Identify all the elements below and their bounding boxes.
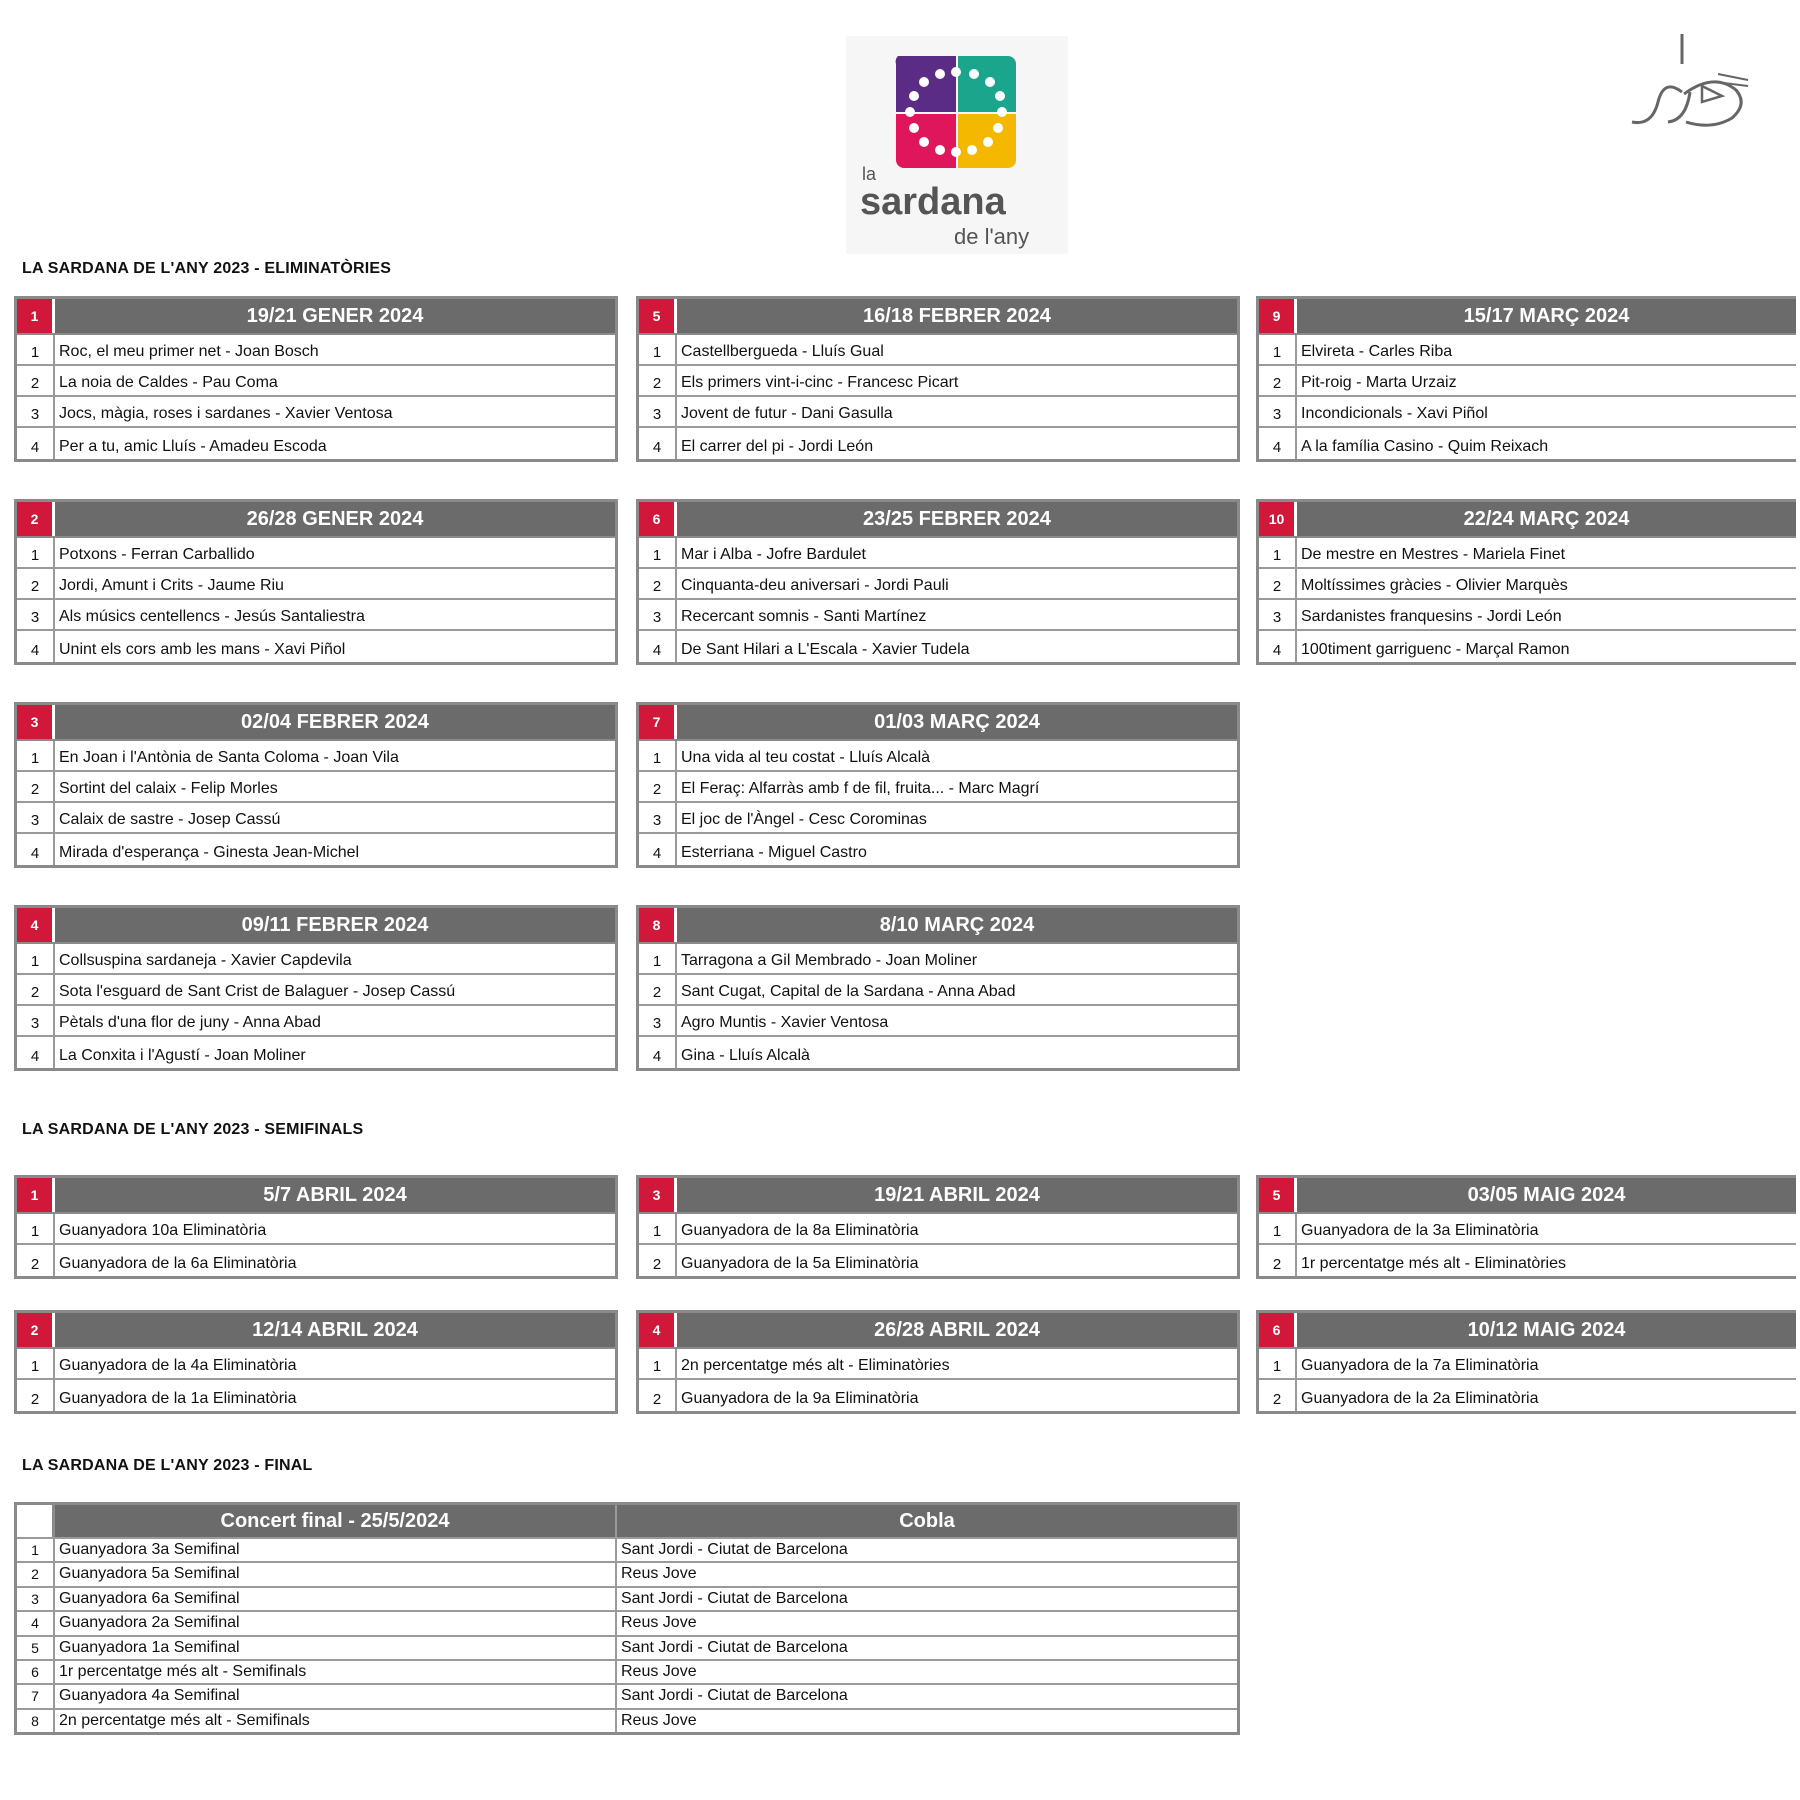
table-row [17,335,615,366]
row-number: 2 [17,772,55,801]
card-date: 26/28 ABRIL 2024 [874,1319,1040,1341]
row-entry-text: Guanyadora de la 7a Eliminatòria [1301,1357,1539,1374]
row-number: 2 [17,569,55,598]
row-entry-text: Guanyadora de la 6a Eliminatòria [59,1255,297,1272]
row-entry-text: 2n percentatge més alt - Eliminatòries [681,1357,950,1374]
row-finalist: 1r percentatge més alt - Semifinals [55,1661,617,1683]
table-row [639,366,1237,397]
row-number: 1 [17,944,55,973]
table-row [1259,631,1796,662]
row-entry-text: Cinquanta-deu aniversari - Jordi Pauli [681,577,949,594]
card-header [17,502,615,538]
row-number: 2 [17,366,55,395]
row-entry-text: Per a tu, amic Lluís - Amadeu Escoda [59,438,327,455]
row-entry-text: El joc de l'Àngel - Cesc Corominas [681,811,927,828]
table-row [1259,428,1796,459]
row-entry-text: Una vida al teu costat - Lluís Alcalà [681,749,931,766]
final-table-row [17,1586,1237,1610]
card-date: 10/12 MAIG 2024 [1467,1319,1626,1341]
table-row [1259,1349,1796,1380]
row-number: 2 [639,366,677,395]
row-entry-text: La Conxita i l'Agustí - Joan Moliner [59,1047,306,1064]
row-number: 4 [17,1612,55,1634]
row-entry-text: Potxons - Ferran Carballido [59,546,255,563]
row-cobla: Sant Jordi - Ciutat de Barcelona [621,1638,848,1656]
final-table-row [17,1537,1237,1561]
semifinal-card [1256,1310,1796,1414]
row-entry-text: Elvireta - Carles Riba [1301,343,1453,360]
row-cobla: Sant Jordi - Ciutat de Barcelona [621,1541,848,1558]
table-row [639,975,1237,1006]
row-cobla: Reus Jove [621,1711,697,1729]
row-cobla: Reus Jove [621,1614,697,1632]
row-entry-text: Moltíssimes gràcies - Olivier Marquès [1301,577,1568,594]
card-header [1259,1313,1796,1349]
row-number: 2 [1259,1380,1297,1411]
card-header [17,705,615,741]
table-row [17,834,615,865]
card-number-badge: 2 [17,502,55,536]
eliminatoria-card [14,905,618,1071]
semifinal-card [1256,1175,1796,1279]
row-entry-text: Sortint del calaix - Felip Morles [59,780,278,797]
table-row [17,1349,615,1380]
row-entry-text: De mestre en Mestres - Mariela Finet [1301,546,1566,563]
table-row [1259,1245,1796,1276]
card-date: 16/18 FEBRER 2024 [863,305,1051,327]
row-number: 1 [17,741,55,770]
semifinal-card [636,1310,1240,1414]
row-entry-text: En Joan i l'Antònia de Santa Coloma - Joan Vila [59,749,399,766]
table-row [639,538,1237,569]
row-finalist: Guanyadora 6a Semifinal [55,1588,617,1610]
row-number: 3 [17,600,55,629]
section-title-final: LA SARDANA DE L'ANY 2023 - FINAL [22,1457,313,1474]
row-entry-text: Calaix de sastre - Josep Cassú [59,811,281,828]
final-table-row [17,1659,1237,1683]
table-row [639,1380,1237,1411]
card-header [639,908,1237,944]
row-finalist: 2n percentatge més alt - Semifinals [55,1710,617,1732]
table-row [639,600,1237,631]
row-number: 2 [639,975,677,1004]
row-number: 3 [1259,600,1297,629]
row-entry-text: Gina - Lluís Alcalà [681,1047,810,1064]
row-number: 2 [17,1380,55,1411]
card-header [1259,502,1796,538]
row-number: 5 [17,1637,55,1659]
row-entry-text: Guanyadora de la 4a Eliminatòria [59,1357,297,1374]
row-entry-text: El Feraç: Alfarràs amb f de fil, fruita... - Marc Magrí [681,780,1040,797]
row-number: 1 [17,538,55,567]
table-row [639,1349,1237,1380]
table-row [639,944,1237,975]
row-entry-text: Jocs, màgia, roses i sardanes - Xavier Ventosa [59,405,393,422]
card-header [639,502,1237,538]
card-number-badge: 7 [639,705,677,739]
table-row [639,1006,1237,1037]
table-row [17,366,615,397]
card-header [17,908,615,944]
row-number: 1 [639,944,677,973]
table-row [17,975,615,1006]
table-row [1259,600,1796,631]
svg-text:de l'any: de l'any [954,224,1030,249]
card-number-badge: 10 [1259,502,1297,536]
card-number-badge: 5 [639,299,677,333]
card-header [17,1178,615,1214]
row-entry-text: Unint els cors amb les mans - Xavi Piñol [59,641,346,658]
row-entry-text: El carrer del pi - Jordi León [681,438,874,455]
row-number: 7 [17,1685,55,1707]
card-header [1259,1178,1796,1214]
row-entry-text: Jordi, Amunt i Crits - Jaume Riu [59,577,284,594]
row-number: 1 [1259,1214,1297,1243]
semifinal-card [14,1175,618,1279]
row-number: 1 [639,538,677,567]
card-number-badge: 4 [639,1313,677,1347]
row-entry-text: Guanyadora 10a Eliminatòria [59,1222,267,1239]
row-entry-text: Sota l'esguard de Sant Crist de Balaguer - Josep Cassú [59,983,456,1000]
row-number: 4 [1259,631,1297,662]
table-row [639,741,1237,772]
table-row [639,1214,1237,1245]
section-title-eliminatories: LA SARDANA DE L'ANY 2023 - ELIMINATÒRIES [22,260,392,277]
table-row [17,428,615,459]
final-table-row [17,1610,1237,1634]
row-entry-text: Guanyadora de la 9a Eliminatòria [681,1390,919,1407]
card-header [639,299,1237,335]
row-number: 4 [639,428,677,459]
card-date: 09/11 FEBRER 2024 [241,914,429,936]
row-number: 1 [1259,1349,1297,1378]
table-row [639,1037,1237,1068]
row-entry-text: Incondicionals - Xavi Piñol [1301,405,1488,422]
card-number-badge: 2 [17,1313,55,1347]
final-table-row [17,1683,1237,1707]
row-number: 1 [17,1214,55,1243]
card-number-badge: 1 [17,299,55,333]
table-row [17,397,615,428]
row-number: 2 [639,569,677,598]
card-date: 19/21 ABRIL 2024 [874,1184,1040,1206]
row-entry-text: Guanyadora de la 5a Eliminatòria [681,1255,919,1272]
row-number: 1 [17,1539,55,1561]
table-row [1259,397,1796,428]
final-table-row [17,1635,1237,1659]
row-number: 1 [17,1349,55,1378]
row-number: 2 [17,975,55,1004]
row-number: 1 [1259,538,1297,567]
table-row [17,600,615,631]
row-number: 1 [639,1214,677,1243]
row-number: 4 [639,631,677,662]
row-entry-text: Guanyadora de la 1a Eliminatòria [59,1390,297,1407]
semifinal-card [636,1175,1240,1279]
row-entry-text: La noia de Caldes - Pau Coma [59,374,278,391]
row-entry-text: Collsuspina sardaneja - Xavier Capdevila [59,952,352,969]
eliminatoria-card [636,499,1240,665]
row-number: 1 [17,335,55,364]
row-number: 2 [1259,366,1297,395]
table-row [1259,538,1796,569]
card-header [639,1178,1237,1214]
table-row [17,1245,615,1276]
row-number: 8 [17,1710,55,1732]
row-entry-text: 100timent garriguenc - Marçal Ramon [1301,641,1570,658]
table-row [17,803,615,834]
row-number: 3 [17,1006,55,1035]
table-row [17,569,615,600]
row-finalist: Guanyadora 3a Semifinal [55,1539,617,1561]
svg-text:sardana: sardana [860,181,1006,223]
row-cobla: Sant Jordi - Ciutat de Barcelona [621,1589,848,1607]
eliminatoria-card [14,499,618,665]
row-entry-text: Guanyadora de la 2a Eliminatòria [1301,1390,1539,1407]
card-date: 12/14 ABRIL 2024 [252,1319,418,1341]
row-entry-text: Als músics centellencs - Jesús Santaliestra [59,608,365,625]
row-entry-text: Roc, el meu primer net - Joan Bosch [59,343,319,360]
row-number: 6 [17,1661,55,1683]
row-entry-text: Sant Cugat, Capital de la Sardana - Anna Abad [681,983,1016,1000]
row-number: 4 [17,834,55,865]
table-row [17,1214,615,1245]
card-number-badge: 5 [1259,1178,1297,1212]
header-blank-cell [17,1505,55,1537]
card-date: 01/03 MARÇ 2024 [874,711,1040,733]
card-date: 02/04 FEBRER 2024 [241,711,429,733]
row-number: 3 [639,600,677,629]
table-row [1259,366,1796,397]
eliminatoria-card [636,702,1240,868]
card-date: 22/24 MARÇ 2024 [1463,508,1630,530]
table-row [639,631,1237,662]
card-header [17,1313,615,1349]
row-finalist: Guanyadora 4a Semifinal [55,1685,617,1707]
table-row [639,569,1237,600]
table-row [17,631,615,662]
row-entry-text: Tarragona a Gil Membrado - Joan Moliner [681,952,978,969]
watermark-icon [1622,34,1762,134]
row-number: 1 [1259,335,1297,364]
row-number: 3 [17,397,55,426]
card-date: 23/25 FEBRER 2024 [863,508,1051,530]
row-entry-text: A la família Casino - Quim Reixach [1301,438,1549,455]
row-number: 3 [1259,397,1297,426]
card-date: 19/21 GENER 2024 [246,305,424,327]
card-number-badge: 3 [17,705,55,739]
row-number: 1 [639,741,677,770]
row-number: 2 [639,772,677,801]
row-cobla: Sant Jordi - Ciutat de Barcelona [621,1687,848,1705]
table-row [17,1037,615,1068]
row-entry-text: Sardanistes franquesins - Jordi León [1301,608,1562,625]
final-table-row [17,1708,1237,1732]
row-number: 3 [639,397,677,426]
row-number: 4 [17,631,55,662]
row-number: 2 [1259,1245,1297,1276]
row-number: 2 [639,1245,677,1276]
svg-text:la: la [862,164,877,184]
row-number: 4 [639,1037,677,1068]
final-table-header [17,1505,1237,1537]
card-date: 26/28 GENER 2024 [246,508,424,530]
header-cobla: Cobla [899,1510,955,1532]
table-row [1259,1380,1796,1411]
row-number: 2 [639,1380,677,1411]
row-finalist: Guanyadora 2a Semifinal [55,1612,617,1634]
table-row [639,803,1237,834]
table-row [17,944,615,975]
card-number-badge: 6 [1259,1313,1297,1347]
table-row [17,1380,615,1411]
table-row [17,772,615,803]
card-header [1259,299,1796,335]
eliminatoria-card [636,296,1240,462]
row-cobla: Reus Jove [621,1565,697,1583]
row-number: 3 [17,1588,55,1610]
card-header [639,705,1237,741]
card-date: 15/17 MARÇ 2024 [1463,305,1630,327]
row-entry-text: Guanyadora de la 8a Eliminatòria [681,1222,919,1239]
table-row [17,1006,615,1037]
table-row [1259,1214,1796,1245]
card-number-badge: 1 [17,1178,55,1212]
row-entry-text: Agro Muntis - Xavier Ventosa [681,1014,889,1031]
card-header [17,299,615,335]
table-row [639,834,1237,865]
row-entry-text: Castellbergueda - Lluís Gual [681,343,884,360]
row-entry-text: Mar i Alba - Jofre Bardulet [681,546,866,563]
row-entry-text: De Sant Hilari a L'Escala - Xavier Tudela [681,641,970,658]
la-sardana-logo [846,36,1068,254]
row-entry-text: Recercant somnis - Santi Martínez [681,608,927,625]
card-date: 5/7 ABRIL 2024 [263,1184,407,1206]
card-number-badge: 6 [639,502,677,536]
table-row [1259,569,1796,600]
card-header [639,1313,1237,1349]
row-number: 4 [1259,428,1297,459]
row-number: 2 [1259,569,1297,598]
table-row [17,741,615,772]
card-number-badge: 4 [17,908,55,942]
row-entry-text: Pètals d'una flor de juny - Anna Abad [59,1014,321,1031]
semifinal-card [14,1310,618,1414]
eliminatoria-card [1256,296,1796,462]
row-number: 2 [17,1563,55,1585]
table-row [639,397,1237,428]
table-row [639,428,1237,459]
section-title-semifinals: LA SARDANA DE L'ANY 2023 - SEMIFINALS [22,1121,364,1138]
card-number-badge: 8 [639,908,677,942]
row-cobla: Reus Jove [621,1662,697,1680]
row-entry-text: Guanyadora de la 3a Eliminatòria [1301,1222,1539,1239]
row-entry-text: 1r percentatge més alt - Eliminatòries [1301,1255,1566,1272]
card-number-badge: 9 [1259,299,1297,333]
row-number: 3 [639,1006,677,1035]
eliminatoria-card [636,905,1240,1071]
row-finalist: Guanyadora 1a Semifinal [55,1637,617,1659]
card-date: 8/10 MARÇ 2024 [879,914,1035,936]
final-table [14,1502,1240,1735]
row-number: 3 [639,803,677,832]
sardana-logo-graphic [846,36,1068,254]
row-number: 2 [17,1245,55,1276]
card-date: 03/05 MAIG 2024 [1467,1184,1626,1206]
table-row [639,335,1237,366]
header-concert-final: Concert final - 25/5/2024 [55,1505,617,1537]
row-number: 4 [17,1037,55,1068]
row-entry-text: Els primers vint-i-cinc - Francesc Picart [681,374,959,391]
eliminatoria-card [14,296,618,462]
row-number: 3 [17,803,55,832]
card-number-badge: 3 [639,1178,677,1212]
row-entry-text: Jovent de futur - Dani Gasulla [681,405,893,422]
row-number: 4 [17,428,55,459]
row-number: 1 [639,335,677,364]
eliminatoria-card [14,702,618,868]
row-number: 1 [639,1349,677,1378]
table-row [639,1245,1237,1276]
eliminatoria-card [1256,499,1796,665]
row-entry-text: Esterriana - Miguel Castro [681,844,867,861]
row-finalist: Guanyadora 5a Semifinal [55,1563,617,1585]
row-entry-text: Mirada d'esperança - Ginesta Jean-Michel [59,844,360,861]
final-table-row [17,1561,1237,1585]
row-entry-text: Pit-roig - Marta Urzaiz [1301,374,1457,391]
table-row [639,772,1237,803]
row-number: 4 [639,834,677,865]
table-row [1259,335,1796,366]
table-row [17,538,615,569]
